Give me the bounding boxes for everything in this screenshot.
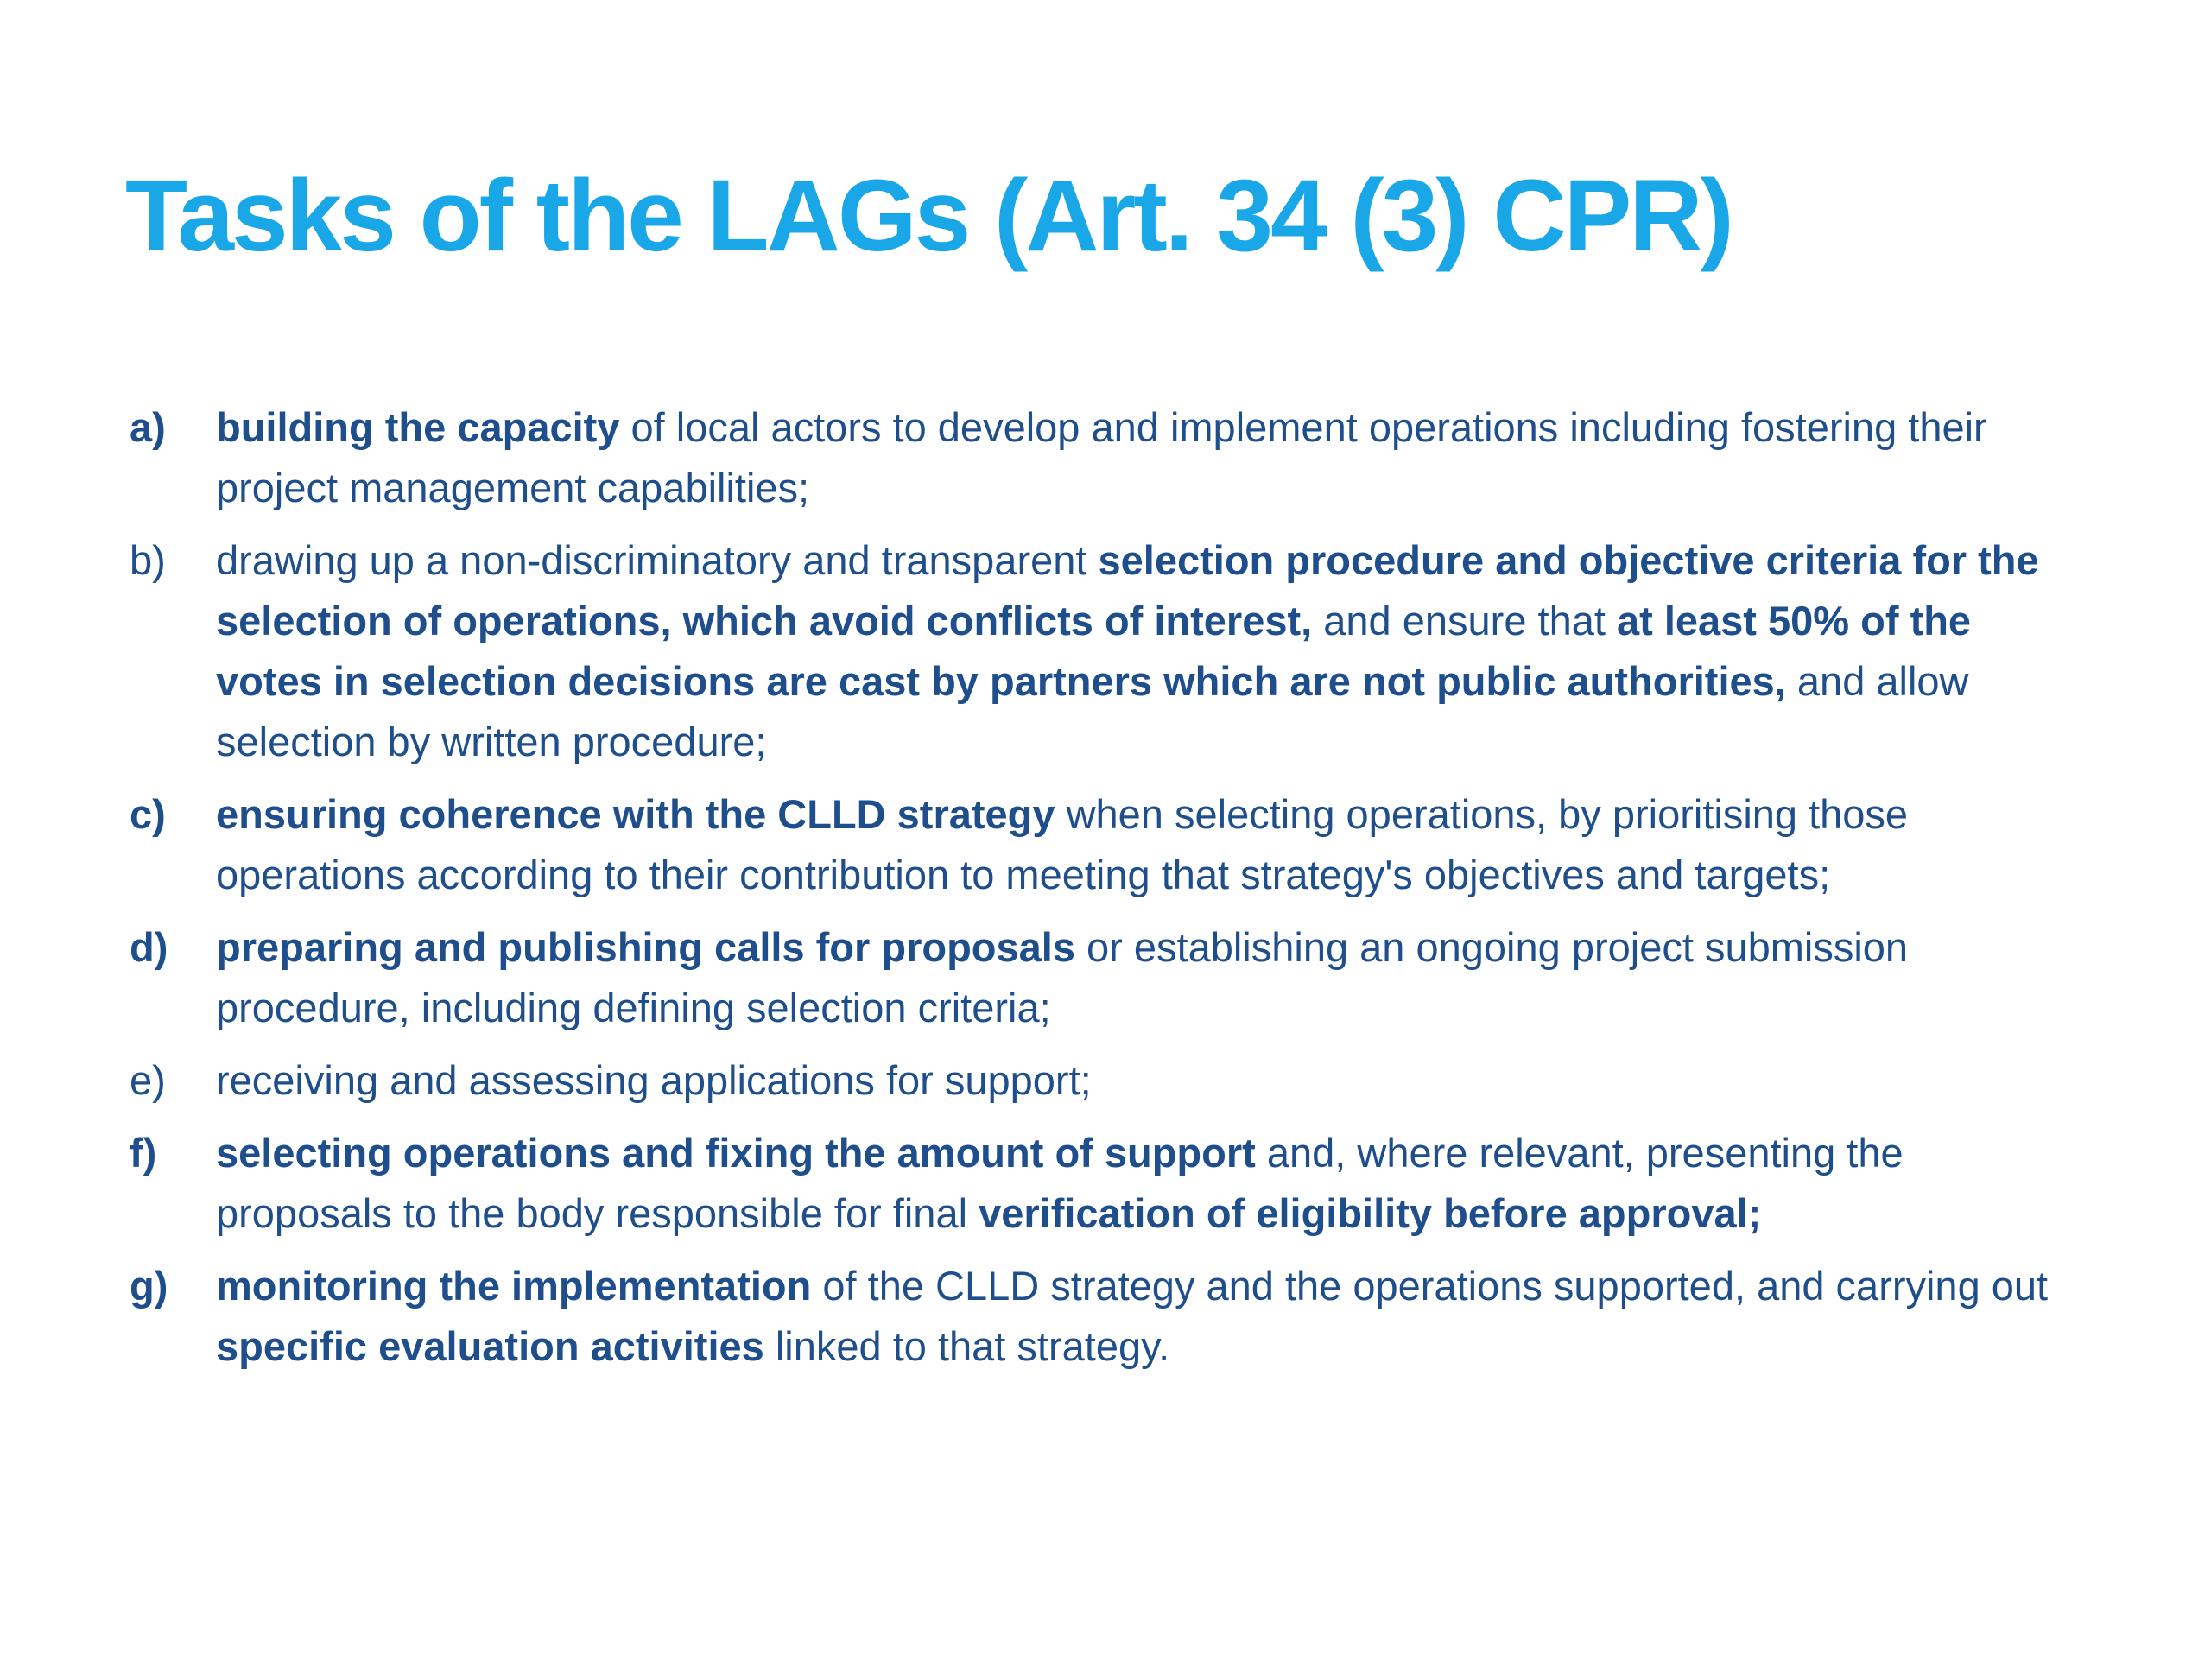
task-item-g: [130, 1256, 2081, 1377]
task-letter: f): [130, 1130, 157, 1176]
task-text-segment: linked to that strategy.: [763, 1323, 1170, 1369]
task-text-segment: selection procedure and objective criteria for the selection of operations, which avoid conflicts of interest,: [216, 537, 2039, 643]
task-item-b: [130, 530, 2081, 772]
task-text-segment: preparing and publishing calls for proposals: [216, 924, 1075, 970]
task-item-d: [130, 917, 2081, 1038]
task-item-a: [130, 397, 2081, 518]
task-text-segment: or establishing an ongoing project submission procedure, including defining selection criteria;: [216, 924, 1909, 1030]
task-text-segment: when selecting operations, by prioritising those operations according to their contribution to meeting that strategy's objectives and targets;: [216, 791, 1909, 897]
task-list: [130, 397, 2081, 1389]
task-text-segment: and, where relevant, presenting the proposals to the body responsible for final: [216, 1130, 1904, 1236]
task-letter: c): [130, 791, 166, 837]
task-text-segment: at least 50% of the votes in selection decisions are cast by partners which are not public authorities,: [216, 598, 1972, 704]
task-text-segment: of the CLLD strategy and the operations supported, and carrying out: [811, 1263, 2049, 1309]
task-item-e: [130, 1050, 2081, 1111]
task-item-c: [130, 784, 2081, 905]
task-text-segment: and ensure that: [1312, 598, 1617, 643]
task-text-segment: building the capacity: [216, 404, 620, 450]
task-text-segment: drawing up a non-discriminatory and transparent: [216, 537, 1099, 583]
task-letter: g): [130, 1263, 168, 1309]
task-text-segment: receiving and assessing applications for support;: [216, 1057, 1092, 1103]
task-text-segment: ensuring coherence with the CLLD strategy: [216, 791, 1055, 837]
task-item-f: [130, 1123, 2081, 1244]
task-letter: b): [130, 537, 166, 583]
task-text-segment: verification of eligibility before approval;: [979, 1190, 1762, 1236]
task-text-segment: specific evaluation activities: [216, 1323, 764, 1369]
page-title: Tasks of the LAGs (Art. 34 (3) CPR): [125, 159, 1732, 273]
task-letter: d): [130, 924, 168, 970]
task-text-segment: and allow selection by written procedure;: [216, 658, 1969, 764]
task-text-segment: of local actors to develop and implement operations including fostering their project management capabilities;: [216, 404, 1987, 510]
task-letter: a): [130, 404, 166, 450]
task-text-segment: monitoring the implementation: [216, 1263, 812, 1309]
task-letter: e): [130, 1057, 166, 1103]
task-text-segment: selecting operations and fixing the amount of support: [216, 1130, 1256, 1176]
